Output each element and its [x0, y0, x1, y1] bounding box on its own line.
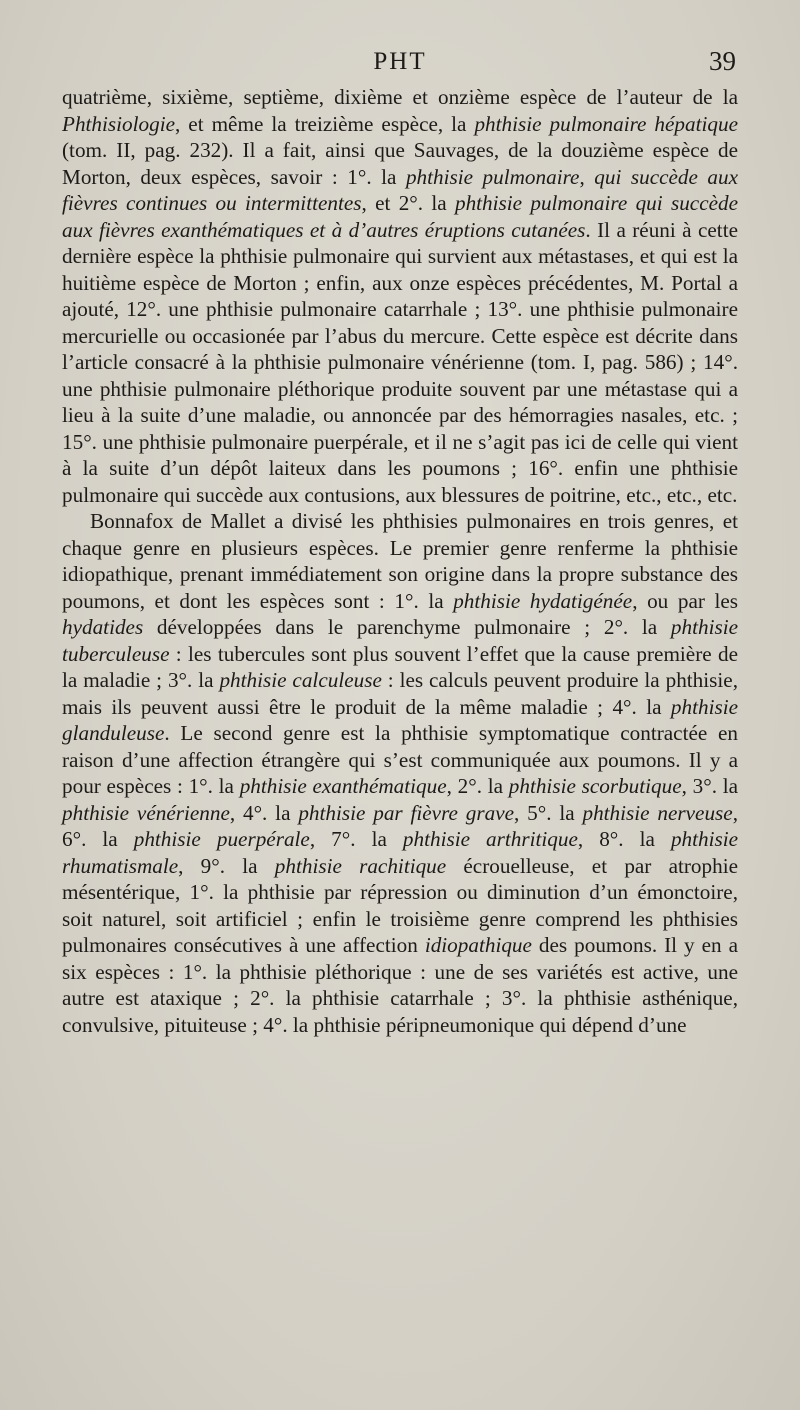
italic-run: phthisie tuberculeuse [62, 615, 738, 666]
page-header [62, 44, 738, 84]
text-run: (tom. II, pag. 232). Il a fait, ainsi que Sauvages, de la douzième espèce de Morton, deux espèces, savoir : 1°. la [62, 138, 738, 189]
text-run: , ou par les [632, 588, 739, 613]
page-number: 39 [709, 46, 736, 76]
italic-run: hydatides [62, 615, 144, 639]
text-run: : les tubercules sont plus souvent l’effet que la cause première de la maladie ; 3°. la [62, 641, 738, 692]
italic-run: phthisie arthritique [402, 827, 578, 851]
text-run: . Il a réuni à cette dernière espèce la phthisie pulmonaire qui survient aux métastases, et qui est la huitième espèce de Morton ; enfin, aux onze espèces précédentes, M. Portal a ajouté, 12°. une phthisie pulmonaire catarrhale ; 13°. une phthisie pulmonaire mercurielle ou occasionée par l’abus du mercure. Cette espèce est décrite dans l’article consacré à la phthisie pulmonaire vénérienne (tom. I, pag. 586) ; 14°. une phthisie pulmonaire pléthorique produite souvent par une métastase qui a lieu à la suite d’une maladie, ou annoncée par des hémorragies nasales, etc. ; 15°. une phthisie pulmonaire puerpérale, et il ne s’agit pas ici de celle qui vient à la suite d’un dépôt laiteux dans les poumons ; 16°. enfin une phthisie pulmonaire qui succède aux contusions, aux blessures de poitrine, etc., etc., etc. [62, 217, 738, 507]
italic-run: phthisie rachitique [274, 853, 447, 878]
italic-run: phthisie hydatigénée [453, 588, 633, 613]
text-run: Bonnafox de Mallet a divisé les phthisies pulmonaires en trois genres, et chaque genre en plusieurs espèces. Le premier genre renferme la phthisie idiopathique, prenant immédiatement son origine dans la propre substance des poumons, et dont les espèces sont : 1°. la [62, 509, 738, 613]
italic-run: phthisie exanthématique [239, 774, 447, 798]
italic-run: Phthisiologie [62, 111, 175, 136]
text-run: , 8°. la [577, 827, 671, 851]
text-run: , 6°. la [62, 800, 738, 851]
text-run: , 2°. la [446, 774, 509, 798]
text-run: , 5°. la [514, 800, 583, 825]
text-run: , et même la treizième espèce, la [175, 111, 475, 136]
italic-run: phthisie nerveuse [582, 800, 733, 825]
italic-run: phthisie calculeuse [219, 668, 382, 692]
italic-run: phthisie scorbutique [508, 774, 682, 798]
text-run: quatrième, sixième, septième, dixième et onzième espèce de l’auteur de la [62, 85, 738, 109]
italic-run: phthisie pulmonaire qui succède aux fièvres exanthématiques et à d’autres éruptions cutanées [62, 191, 738, 242]
italic-run: qui succède aux fièvres continues ou intermittentes [62, 164, 739, 215]
text-run: des poumons. Il y en a six espèces : 1°. la phthisie pléthorique : une de ses variétés est active, une autre est ataxique ; 2°. la phthisie catarrhale ; 3°. la phthisie asthénique, convulsive, pituiteuse ; 4°. la phthisie péripneumonique qui dépend d’une [62, 933, 738, 1037]
text-run: développées dans le parenchyme pulmonaire ; 2°. la [143, 615, 671, 639]
text-run: , et 2°. la [361, 191, 455, 215]
text-run: , 3°. la [681, 774, 739, 798]
italic-run: phthisie pulmonaire hépatique [474, 111, 738, 136]
paragraph-1 [62, 84, 738, 508]
italic-run: phthisie puerpérale [133, 827, 310, 851]
paragraph-2 [62, 508, 738, 1038]
text-run: , 7°. la [309, 827, 403, 851]
text-run: . Le second genre est la phthisie symptomatique contractée en raison d’une affection étrangère qui s’est communiquée aux poumons. Il y a pour espèces : 1°. la [62, 721, 738, 798]
text-run: écrouelleuse, et par atrophie mésentérique, 1°. la phthisie par répression ou diminution d’un émonctoire, soit naturel, soit artificiel ; enfin le troisième genre comprend les phthisies pulmonaires consécutives à une affection [62, 853, 739, 957]
italic-run: phthisie vénérienne [62, 800, 230, 825]
body-text [62, 84, 738, 1038]
running-head: PHT [373, 48, 427, 75]
italic-run: phthisie rhumatismale [62, 827, 739, 878]
text-run: : les calculs peuvent produire la phthisie, mais ils peuvent aussi être le produit de la même maladie ; 4°. la [62, 668, 738, 719]
italic-run: phthisie glanduleuse [62, 694, 738, 745]
italic-run: phthisie pulmonaire [405, 164, 580, 189]
italic-run: idiopathique [424, 933, 532, 957]
italic-run: phthisie par fièvre grave [298, 800, 515, 825]
text-run: , [579, 164, 595, 189]
text-run: , 9°. la [178, 853, 275, 878]
text-run: , 4°. la [229, 800, 299, 825]
